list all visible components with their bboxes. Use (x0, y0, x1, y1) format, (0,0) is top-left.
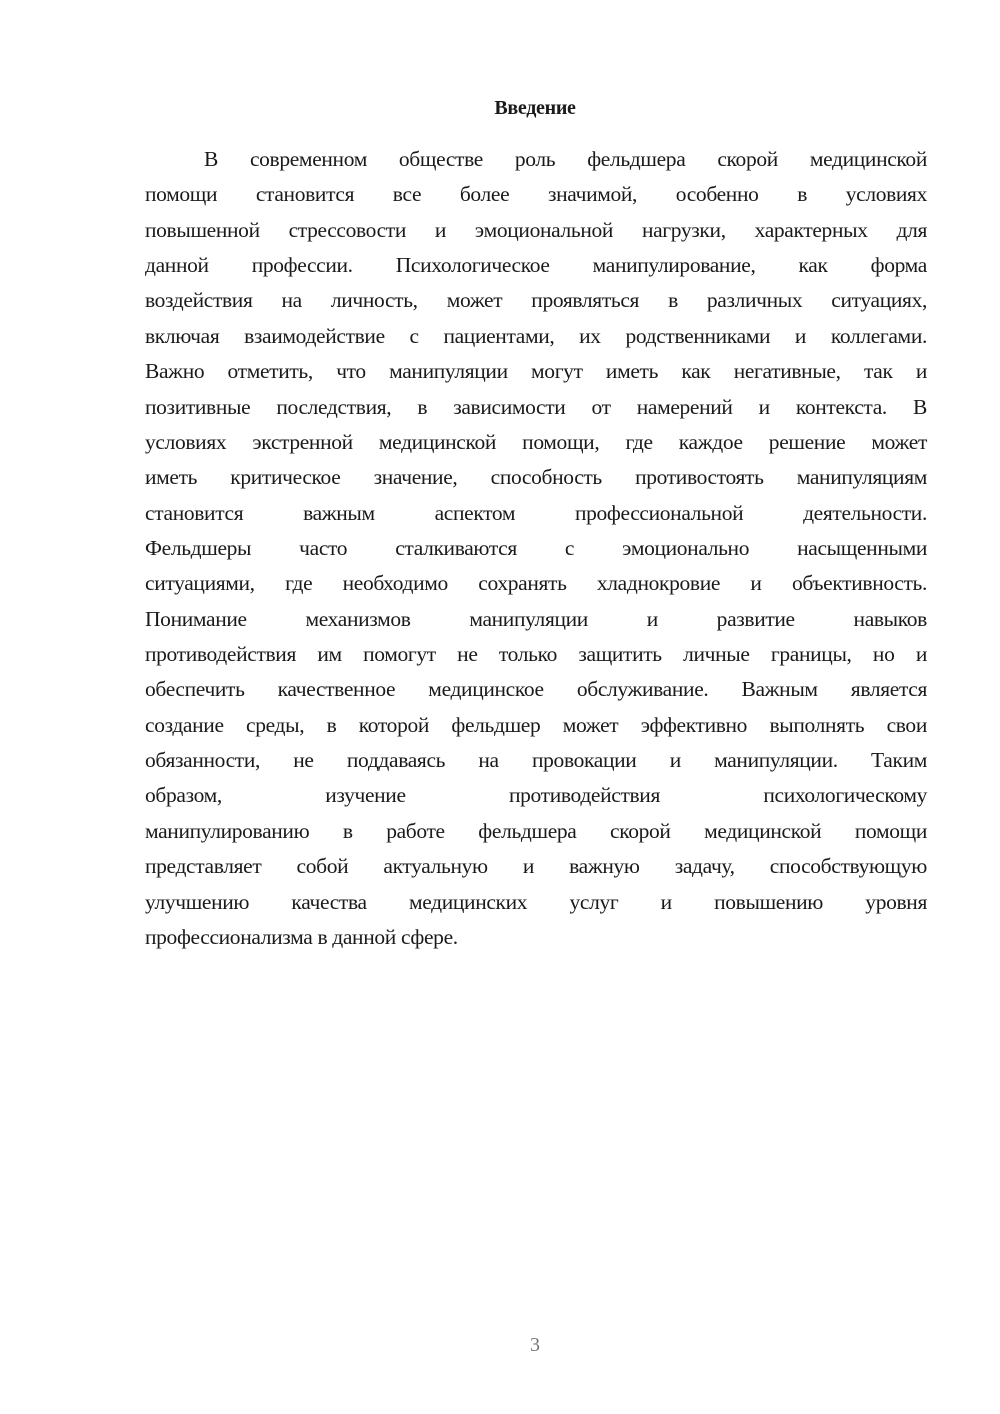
text-line: повышенной стрессовости и эмоциональной нагрузки, характерных для (145, 217, 927, 242)
paragraph (145, 142, 927, 955)
text-line: Фельдшеры часто сталкиваются с эмоционально насыщенными (145, 535, 927, 560)
text-line: образом, изучение противодействия психологическому (145, 783, 927, 808)
text-line: становится важным аспектом профессиональной деятельности. (145, 500, 927, 525)
text-line: Понимание механизмов манипуляции и развитие навыков (145, 606, 927, 631)
text-line: противодействия им помогут не только защитить личные границы, но и (145, 642, 927, 667)
text-line: ситуациями, где необходимо сохранять хладнокровие и объективность. (145, 571, 927, 596)
text-line: создание среды, в которой фельдшер может эффективно выполнять свои (145, 712, 927, 737)
text-line: В современном обществе роль фельдшера скорой медицинской (204, 147, 927, 171)
text-line: обеспечить качественное медицинское обслуживание. Важным является (145, 677, 927, 702)
text-line: обязанности, не поддаваясь на провокации и манипуляции. Таким (145, 748, 927, 773)
text-line: условиях экстренной медицинской помощи, где каждое решение может (145, 429, 927, 454)
text-line: включая взаимодействие с пациентами, их родственниками и коллегами. (145, 323, 927, 348)
text-line: позитивные последствия, в зависимости от намерений и контекста. В (145, 394, 927, 419)
text-line: помощи становится все более значимой, особенно в условиях (145, 182, 927, 207)
page-number: 3 (530, 1334, 540, 1356)
text-line: Важно отметить, что манипуляции могут иметь как негативные, так и (145, 359, 927, 384)
text-line: манипулированию в работе фельдшера скорой медицинской помощи (145, 818, 927, 843)
text-line: профессионализма в данной сфере. (145, 924, 458, 949)
section-heading: Введение (494, 97, 576, 119)
text-line: представляет собой актуальную и важную задачу, способствующую (145, 854, 927, 879)
text-line: улучшению качества медицинских услуг и повышению уровня (145, 889, 927, 914)
text-line: иметь критическое значение, способность противостоять манипуляциям (145, 465, 927, 490)
text-line: данной профессии. Психологическое манипулирование, как форма (145, 253, 927, 278)
text-line: воздействия на личность, может проявляться в различных ситуациях, (145, 288, 927, 313)
